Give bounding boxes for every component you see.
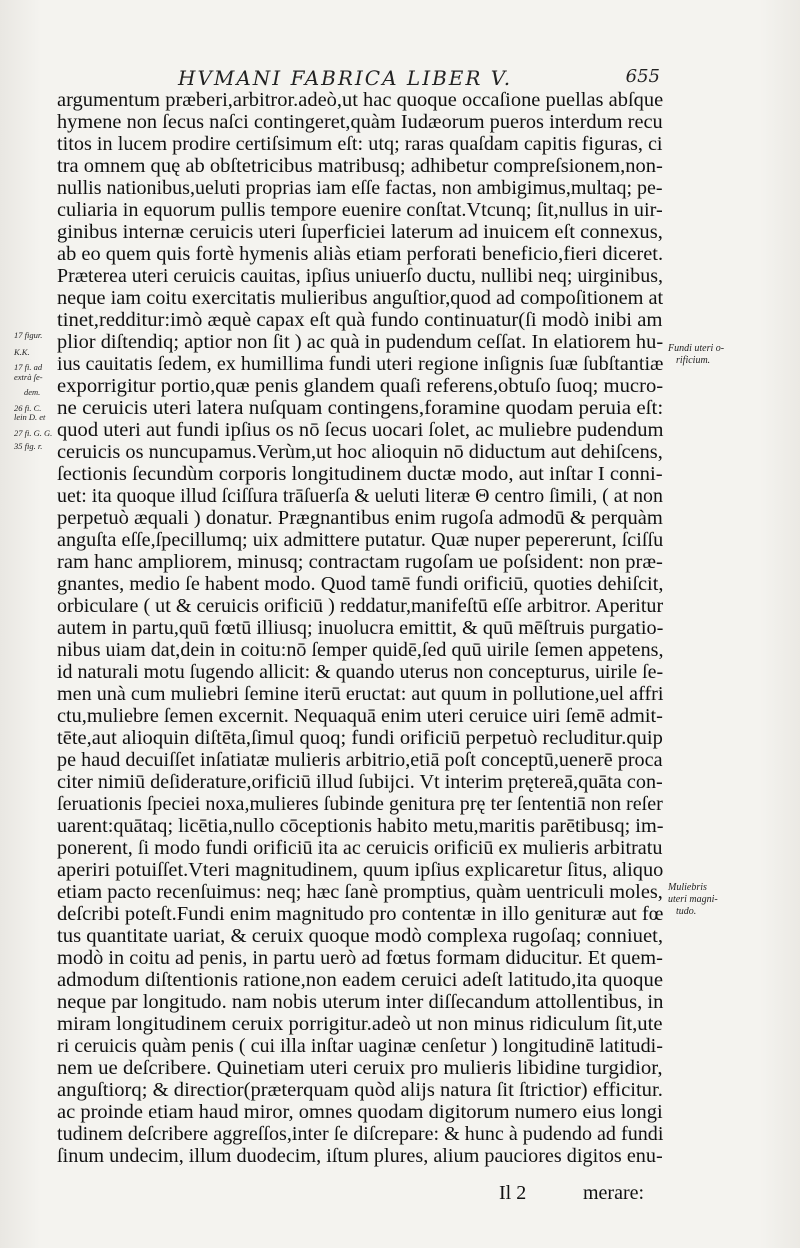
text-line: ri ceruicis quàm penis ( cui illa inſtar uaginæ cenſetur ) longitudinē latitudi- [57, 1036, 663, 1057]
text-line: pe haud decuiſſet inſatiatæ mulieris arbitrio,etiā poſt conceptū,uenerē proca [57, 750, 663, 771]
text-line: anguſta eſſe,ſpecillumq; uix admittere putatur. Quæ nuper pepererunt, ſciſſu [57, 530, 664, 551]
text-line: nem ue deſcribere. Quinetiam uteri ceruix pro mulieris libidine turgidior, [57, 1058, 663, 1079]
text-line: tēte,aut alioquin diſtēta,ſimul quoq; fundi orificiū perpetuò recluditur.quip [57, 728, 663, 749]
margin-note-line: 17 figur. [14, 330, 43, 340]
text-line: tus quantitate uariat, & ceruix quoque modò complexa rugoſaq; conniuet, [57, 926, 664, 947]
margin-note-line: 35 fig. r. [14, 441, 43, 451]
text-line: miram longitudinem ceruix porrigitur.adeò ut non minus ridiculum ſit,ute [57, 1014, 663, 1035]
text-line: autem in partu,quū fœtū illiusq; inuolucra emittit, & quū mēſtruis purgatio- [57, 618, 664, 639]
text-line: modò in coitu ad penis, in partu uerò ad fœtus formam diducitur. Et quem- [57, 948, 663, 969]
margin-note-line: Fundi uteri o- [668, 343, 725, 354]
text-line: ſinum undecim, illum duodecim, iſtum plures, alium pauciores digitos enu- [57, 1146, 663, 1167]
text-line: citer nimiū deſiderature,orificiū illud ſubijci. Vt interim prętereā,quāta con- [57, 772, 663, 793]
text-line: id naturali motu ſugendo allicit: & quando uterus non concepturus, uirile ſe- [57, 662, 664, 683]
page-number: 655 [625, 66, 660, 87]
page-header [160, 66, 660, 90]
text-line: plior diſtendiq; aptior non ſit ) ac quà in pudendum ceſſat. In elatiorem hu- [57, 332, 664, 353]
text-line: uarent:quātaq; licētia,nullo cōceptionis habito metu,maritis parētibusq; im- [57, 816, 664, 837]
text-line: ſeruationis ſpeciei noxa,mulieres ſubinde genitura prę ter ſententiā non reſer [57, 794, 663, 815]
margin-note-line: K.K. [14, 346, 30, 357]
text-line: admodum diſtentionis ratione,non eadem ceruici adeſt latitudo,ita quoque [57, 970, 664, 991]
text-line: ſectionis ſecundùm corporis longitudinem ductæ modo, aut inſtar I conni- [57, 464, 663, 485]
text-line: nullis nationibus,ueluti proprias iam eſſe factas, non ambigimus,multaq; pe- [57, 178, 663, 199]
text-line: ne ceruicis uteri latera nuſquam contingens,foramine quodam peruia eſt: [57, 398, 664, 419]
text-line: tra omnem quę ab obſtetricibus matribusq; adhibetur compreſsionem,non- [57, 156, 663, 177]
text-line: orbiculare ( ut & ceruicis orificiū ) reddatur,manifeſtū eſſe arbitror. Aperitur [57, 596, 664, 617]
margin-note-line: Muliebris [668, 882, 707, 893]
text-line: aperiri potuiſſet.Vteri magnitudinem, quum ipſius explicaretur ſitus, aliquo [57, 860, 664, 881]
signature-mark: Il 2 [499, 1182, 527, 1204]
margin-note-line: rificium. [676, 355, 711, 366]
text-line: argumentum præberi,arbitror.adeò,ut hac quoque occaſione puellas abſque [57, 90, 664, 111]
text-line: men unà cum muliebri ſemine iterū eructat: aut quum in pollutione,uel affri [57, 684, 664, 705]
running-head: HVMANI FABRICA LIBER V. [178, 66, 513, 90]
text-line: ram hanc ampliorem, minusq; contractam rugoſam ue poſsident: non præ- [57, 552, 663, 573]
main-text-block [57, 90, 667, 1168]
text-line: uet: ita quoque illud ſciſſura trāſuerſa & ueluti literæ Θ centro ſimili, ( at non [57, 486, 663, 507]
text-line: hymene non ſecus naſci contingeret,quàm Iudæorum pueros interdum recu [57, 112, 663, 133]
text-line: ginibus internæ ceruicis uteri ſuperficiei laterum ad inuicem eſt connexus, [57, 222, 663, 243]
catchword: merare: [583, 1182, 645, 1204]
text-line: ac proinde etiam haud miror, omnes quodam digitorum numero eius longi [57, 1102, 663, 1123]
text-line: ab eo quem quis fortè hymenis aliàs etiam perforati beneficio,fieri diceret. [57, 244, 664, 265]
text-line: ius cauitatis ſedem, ex humillima fundi uteri regione inſignis ſuæ ſubſtantiæ [57, 354, 664, 375]
text-line: neque par longitudo. nam nobis uterum inter diſſecandum attollentibus, in [57, 992, 664, 1013]
text-line: gnantes, medio ſe habent modo. Quod tamē fundi orificiū, quoties dehiſcit, [57, 574, 664, 595]
text-line: quod uteri aut fundi ipſius os nō ſecus uocari ſolet, ac muliebre pudendum [57, 420, 664, 441]
margin-note-line: dem. [24, 387, 41, 397]
page-footer [0, 1182, 800, 1212]
text-line: Præterea uteri ceruicis cauitas, ipſius uniuerſo ductu, nullibi neq; uirginibus, [57, 266, 663, 287]
text-line: exporrigitur portio,quæ penis glandem quaſi referens,obtuſo ſuoq; mucro- [57, 376, 664, 397]
text-line: neque iam coitu exercitatis mulieribus anguſtior,quod ad compoſitionem at [57, 288, 664, 309]
margin-note-line: uteri magni- [668, 894, 718, 905]
margin-note-line: 17 fi. ad [14, 362, 43, 372]
margin-note-line: extrà ſe- [14, 371, 43, 382]
text-line: ponerent, ſi modo fundi orificiū ita ac ceruicis orificiū ex mulieris arbitratu [57, 838, 663, 859]
text-line: culiaria in equorum pullis tempore euenire conſtat.Vtcunq; ſit,nullus in uir- [57, 200, 663, 221]
margin-note-fundi [668, 343, 756, 367]
text-line: tudinem deſcribere aggreſſos,inter ſe diſcrepare: & hunc à pudendo ad fundi [57, 1124, 664, 1145]
text-line: nibus uiam dat,dein in coitu:nō ſemper quidē,ſed quū uirile ſemen appetens, [57, 640, 664, 661]
margin-note-muliebris [668, 882, 756, 918]
text-line: tinet,redditur:imò æquè capax eſt quà fundo continuatur(ſi modò inibi am [57, 310, 663, 331]
text-line: titos in lucem prodire certiſsimum eſt: utq; raras quaſdam capitis figuras, ci [57, 134, 663, 155]
text-line: anguſtiorq; & directior(præterquam quòd alijs natura ſit ſtrictior) efficitur. [57, 1080, 663, 1101]
text-line: etiam pacto recenſuimus: neq; hæc ſanè promptius, quàm uentriculi moles, [57, 882, 663, 903]
margin-note-line: lein D. et [14, 412, 46, 422]
text-line: perpetuò æquali ) donatur. Prægnantibus enim rugoſa admodū & perquàm [57, 508, 663, 529]
margin-note-line: 26 fi. C. [14, 402, 42, 413]
margin-note-line: tudo. [676, 906, 697, 917]
text-line: deſcribi poteſt.Fundi enim magnitudo pro contentæ in illo genituræ aut fœ [57, 904, 664, 925]
margin-note-line: 27 fi. G. G. [14, 427, 53, 438]
margin-note-left [14, 331, 54, 452]
text-line: ceruicis os nuncupamus.Verùm,ut hoc alioquin nō diductum aut dehiſcens, [57, 442, 663, 463]
text-line: ctu,muliebre ſemen excernit. Nequaquā enim uteri ceruice uiri ſemē admit- [57, 706, 663, 727]
